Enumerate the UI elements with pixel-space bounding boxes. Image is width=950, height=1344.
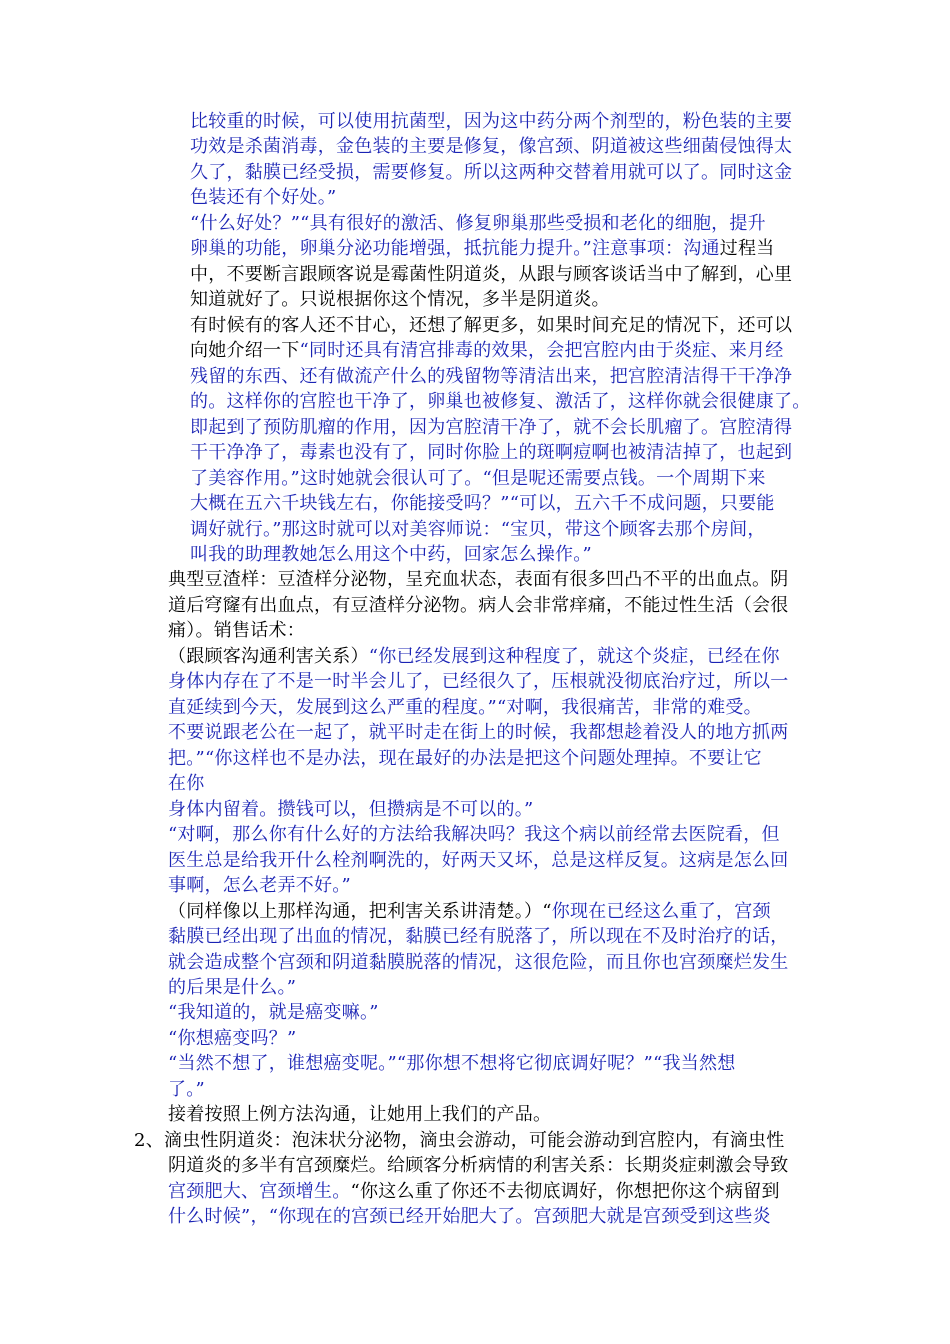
text-line: 色装还有个好处。” bbox=[190, 187, 337, 209]
text-run: 向她介绍一下 bbox=[190, 340, 300, 362]
text-line: 就会造成整个宫颈和阴道黏膜脱落的情况，这很危险，而且你也宫颈糜烂发生 bbox=[168, 951, 789, 973]
text-line: 了美容作用。”这时她就会很认可了。“但是呢还需要点钱。一个周期下来 bbox=[190, 467, 766, 489]
text-run: （同样像以上那样沟通，把利害关系讲清楚。）“ bbox=[168, 900, 552, 922]
text-run: 过程当 bbox=[719, 238, 775, 260]
text-line: “我知道的，就是癌变嘛。” bbox=[168, 1002, 379, 1024]
text-line bbox=[168, 899, 771, 924]
text-line: 久了，黏膜已经受损，需要修复。所以这两种交替着用就可以了。同时这金 bbox=[190, 161, 793, 183]
text-line: 调好就行。”那这时就可以对美容师说：“宝贝，带这个顾客去那个房间， bbox=[190, 518, 766, 540]
text-line: 典型豆渣样：豆渣样分泌物，呈充血状态，表面有很多凹凸不平的出血点。阴 bbox=[168, 569, 789, 591]
text-line: 不要说跟老公在一起了，就平时走在街上的时候，我都想趁着没人的地方抓两 bbox=[168, 722, 789, 744]
text-run: 卵巢的功能，卵巢分泌功能增强，抵抗能力提升。”注意事项：沟通 bbox=[190, 238, 720, 260]
text-line: 大概在五六千块钱左右，你能接受吗？”“可以，五六千不成问题，只要能 bbox=[190, 493, 775, 515]
text-line: 身体内留着。攒钱可以，但攒病是不可以的。” bbox=[168, 798, 534, 820]
text-line: 叫我的助理教她怎么用这个中药，回家怎么操作。” bbox=[190, 543, 592, 565]
text-line: 比较重的时候，可以使用抗菌型，因为这中药分两个剂型的，粉色装的主要 bbox=[190, 111, 793, 132]
text-line: 干干净净了，毒素也没有了，同时你脸上的斑啊痘啊也被清洁掉了，也起到 bbox=[190, 442, 793, 464]
text-run: 宫颈肥大、宫颈增生。 bbox=[168, 1180, 351, 1202]
text-run: “你这么重了你还不去彻底调好，你想把你这个病留到 bbox=[350, 1180, 780, 1202]
text-line: 功效是杀菌消毒，金色装的主要是修复，像宫颈、阴道被这些细菌侵蚀得太 bbox=[190, 136, 793, 158]
text-line: 中，不要断言跟顾客说是霉菌性阴道炎，从跟与顾客谈话当中了解到，心里 bbox=[190, 263, 793, 285]
text-line: 有时候有的客人还不甘心，还想了解更多，如果时间充足的情况下，还可以 bbox=[190, 314, 793, 336]
text-line: “对啊，那么你有什么好的方法给我解决吗？我这个病以前经常去医院看，但 bbox=[168, 824, 780, 846]
text-line: 黏膜已经出现了出血的情况，黏膜已经有脱落了，所以现在不及时治疗的话， bbox=[168, 926, 789, 948]
text-line: 直延续到今天，发展到这么严重的程度。”“对啊，我很痛苦，非常的难受。 bbox=[168, 696, 762, 718]
text-run: “同时还具有清宫排毒的效果，会把宫腔内由于炎症、来月经 bbox=[299, 340, 784, 362]
text-line bbox=[190, 338, 783, 363]
text-line bbox=[168, 1179, 780, 1204]
text-line: 接着按照上例方法沟通，让她用上我们的产品。 bbox=[168, 1104, 552, 1126]
text-run: 你现在已经这么重了，宫颈 bbox=[551, 900, 771, 922]
text-line: 什么时候”，“你现在的宫颈已经开始肥大了。宫颈肥大就是宫颈受到这些炎 bbox=[168, 1206, 771, 1228]
text-line: 在你 bbox=[168, 773, 205, 795]
text-line: 事啊，怎么老弄不好。” bbox=[168, 875, 351, 897]
text-line: 了。” bbox=[168, 1078, 205, 1100]
text-line: 的后果是什么。” bbox=[168, 976, 297, 998]
text-line: 即起到了预防肌瘤的作用，因为宫腔清干净了，就不会长肌瘤了。宫腔清得 bbox=[190, 416, 793, 438]
text-line: 的。这样你的宫腔也干净了，卵巢也被修复、激活了，这样你就会很健康了。 bbox=[190, 391, 811, 413]
text-line: “什么好处？”“具有很好的激活、修复卵巢那些受损和老化的细胞，提升 bbox=[190, 212, 766, 234]
text-line bbox=[168, 644, 780, 669]
text-line: 身体内存在了不是一时半会儿了，已经很久了，压根就没彻底治疗过，所以一 bbox=[168, 671, 789, 693]
text-run: “你已经发展到这种程度了，就这个炎症，已经在你 bbox=[368, 645, 780, 667]
text-line: 知道就好了。只说根据你这个情况，多半是阴道炎。 bbox=[190, 289, 610, 311]
text-line: 医生总是给我开什么栓剂啊洗的，好两天又坏，总是这样反复。这病是怎么回 bbox=[168, 849, 789, 871]
text-line: 把。”“你这样也不是办法，现在最好的办法是把这个问题处理掉。不要让它 bbox=[168, 747, 762, 769]
text-line: 道后穹窿有出血点，有豆渣样分泌物。病人会非常痒痛，不能过性生活（会很 bbox=[168, 594, 789, 616]
text-line: 2、滴虫性阴道炎：泡沫状分泌物，滴虫会游动，可能会游动到宫腔内，有滴虫性 bbox=[134, 1129, 785, 1151]
text-line: “当然不想了，谁想癌变呢。”“那你想不想将它彻底调好呢？”“我当然想 bbox=[168, 1053, 736, 1075]
text-line bbox=[190, 236, 774, 261]
text-line: 痛）。销售话术： bbox=[168, 620, 305, 642]
text-line: “你想癌变吗？” bbox=[168, 1027, 297, 1049]
text-line: 残留的东西、还有做流产什么的残留物等清洁出来，把宫腔清洁得干干净净 bbox=[190, 365, 793, 387]
text-run: （跟顾客沟通利害关系） bbox=[168, 645, 369, 667]
text-line: 阴道炎的多半有宫颈糜烂。给顾客分析病情的利害关系：长期炎症刺激会导致 bbox=[168, 1155, 789, 1177]
